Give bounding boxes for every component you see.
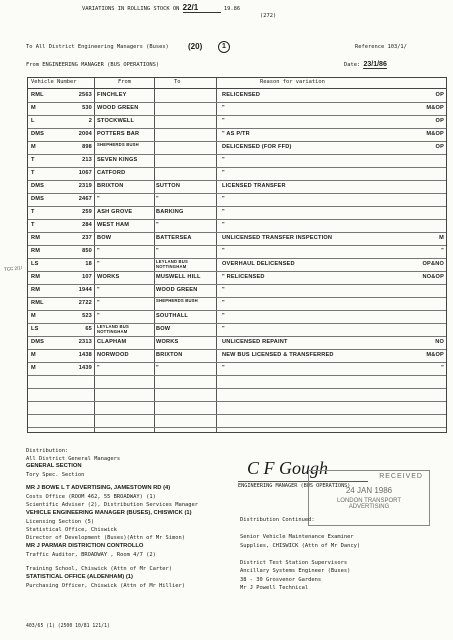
vehicle-number: 850: [82, 248, 92, 254]
vehicle-type: T: [31, 170, 35, 176]
to-depot: WOOD GREEN: [156, 287, 198, 293]
table-row: [28, 128, 446, 142]
reason: ": [222, 248, 225, 254]
vehicle-number: 2722: [78, 300, 92, 306]
vehicle-number: 898: [82, 144, 92, 150]
vehicle-number: 1944: [78, 287, 92, 293]
to-depot: SUTTON: [156, 183, 181, 189]
table-row: [28, 284, 446, 298]
dist-line: All District General Managers: [26, 456, 121, 462]
vehicle-number: 213: [82, 157, 92, 163]
to-depot: MUSWELL HILL: [156, 274, 201, 280]
reason: OVERHAUL DELICENSED: [222, 261, 295, 267]
table-row: [28, 245, 446, 259]
reason: ": [222, 222, 225, 228]
table-row: [28, 323, 446, 337]
vehicle-type: RM: [31, 287, 41, 293]
cont-line: Supplies, CHISWICK (Attn of Mr Dancy): [240, 543, 361, 549]
to-depot: ": [156, 222, 159, 228]
vehicle-type: M: [31, 352, 36, 358]
vehicle-type: RML: [31, 300, 44, 306]
reason: ": [222, 105, 225, 111]
reason: ": [222, 170, 225, 176]
vehicle-type: M: [31, 144, 36, 150]
to-depot: ": [156, 196, 159, 202]
reason: UNLICENSED REPAINT: [222, 339, 288, 345]
table-row: [28, 232, 446, 246]
date-value: 23/1/86: [363, 61, 387, 68]
table-row: [28, 414, 446, 428]
from-depot: SHEPHERDS BUSH: [97, 142, 139, 147]
footer-code: 403/65 (1) (2500 10/81 121/1): [26, 624, 110, 629]
to-depot: LEYLAND BUS NOTTINGHAM: [156, 259, 188, 269]
distribution-code: NO: [435, 339, 444, 345]
vehicle-number: 530: [82, 105, 92, 111]
from-depot: ": [97, 287, 100, 293]
vehicle-number: 18: [85, 261, 92, 267]
dist-line-hand: VEHICLE ENGINEERING MANAGER (BUSES), CHISWICK (1): [26, 510, 192, 516]
dist-line: Traffic Auditor, BROADWAY , Room 4/7 (2): [26, 552, 156, 558]
from-depot: SEVEN KINGS: [97, 157, 138, 163]
vehicle-number: 284: [82, 222, 92, 228]
from-depot: STOCKWELL: [97, 118, 135, 124]
table-row: [28, 206, 446, 220]
dist-line-hand: GENERAL SECTION: [26, 463, 82, 469]
cont-line: District Test Station Supervisors: [240, 560, 348, 566]
dist-line: Scientific Adviser (2), Distribution Services Manager: [26, 502, 199, 508]
dist-line: Training School, Chiswick (Attn of Mr Carter): [26, 566, 173, 572]
dist-line: Director of Development (Buses)(Attn of Mr Simon): [26, 535, 186, 541]
distribution-continued: Distribution Continued:: [240, 517, 315, 523]
form-title: [82, 3, 240, 13]
from-depot: ": [97, 365, 100, 371]
from-depot: CATFORD: [97, 170, 126, 176]
vehicle-type: DMS: [31, 183, 45, 189]
title-sub: (272): [260, 13, 277, 19]
vehicle-number: 1067: [78, 170, 92, 176]
table-row: [28, 167, 446, 181]
vehicle-number: 523: [82, 313, 92, 319]
table-row: [28, 336, 446, 350]
cont-line: 38 - 30 Grosvenor Gardens: [240, 577, 322, 583]
vehicle-type: T: [31, 209, 35, 215]
from-depot: ": [97, 313, 100, 319]
cont-line: Senior Vehicle Maintenance Examiner: [240, 534, 354, 540]
vehicle-number: 2319: [78, 183, 92, 189]
vehicle-type: RM: [31, 274, 41, 280]
dist-line-hand: MR J PARMAR DISTRICTION CONTROLLO: [26, 543, 144, 549]
reason: ": [222, 287, 225, 293]
vehicle-number: 2563: [78, 92, 92, 98]
vehicle-type: M: [31, 365, 36, 371]
table-row: [28, 297, 446, 311]
vehicle-number: 237: [82, 235, 92, 241]
signature: C F Gough: [247, 458, 328, 478]
title-prefix: VARIATIONS IN ROLLING STOCK ON: [82, 6, 180, 12]
from-depot: ": [97, 248, 100, 254]
vehicle-type: T: [31, 157, 35, 163]
signoff-title: ENGINEERING MANAGER (BUS OPERATIONS): [238, 483, 351, 489]
vehicle-number: 2: [88, 118, 92, 124]
from-depot: POTTERS BAR: [97, 131, 140, 137]
vehicle-type: M: [31, 105, 36, 111]
table-row: [28, 271, 446, 285]
table-row: [28, 349, 446, 363]
from-depot: ": [97, 300, 100, 306]
reason: UNLICENSED TRANSFER INSPECTION: [222, 235, 333, 241]
from-depot: WEST HAM: [97, 222, 130, 228]
to-label: To All District Engineering Managers (Buses): [26, 44, 169, 50]
vehicle-type: DMS: [31, 196, 45, 202]
reason: ": [222, 313, 225, 319]
title-year: 19.86: [223, 6, 241, 12]
reason: ": [222, 365, 225, 371]
to-number: (20): [188, 42, 203, 51]
dist-line: Licensing Section (5): [26, 519, 95, 525]
to-depot: BARKING: [156, 209, 184, 215]
reference-label: Reference 103/1/: [355, 44, 407, 50]
from-depot: BRIXTON: [97, 183, 124, 189]
vehicle-number: 1438: [78, 352, 92, 358]
distribution-code: M: [439, 235, 444, 241]
table-row: [28, 154, 446, 168]
table-row: [28, 193, 446, 207]
table-row: [28, 115, 446, 129]
dist-line: Costs Office (ROOM 462, 55 BROADWAY) (1): [26, 494, 156, 500]
reason: DELICENSED (FOR FFD): [222, 144, 292, 150]
col-vehicle-number: Vehicle Number: [31, 79, 77, 85]
vehicle-type: RM: [31, 248, 41, 254]
reason: ": [222, 326, 225, 332]
stamp-line: RECEIVED: [379, 473, 423, 480]
from-depot: CLAPHAM: [97, 339, 127, 345]
table-row: [28, 388, 446, 402]
vehicle-type: T: [31, 222, 35, 228]
from-depot: ": [97, 196, 100, 202]
vehicle-number: 65: [85, 326, 92, 332]
vehicle-type: RML: [31, 92, 44, 98]
dist-line-hand: STATISTICAL OFFICE (ALDENHAM) (1): [26, 574, 133, 580]
to-depot: BRIXTON: [156, 352, 183, 358]
table-row: [28, 219, 446, 233]
distribution-heading: Distribution:: [26, 448, 69, 454]
vehicle-number: 2004: [78, 131, 92, 137]
from-depot: BOW: [97, 235, 112, 241]
from-depot: ": [97, 261, 100, 267]
date-field: [344, 61, 387, 68]
col-to: To: [174, 79, 181, 85]
vehicle-number: 2467: [78, 196, 92, 202]
table-row: [28, 310, 446, 324]
col-from: From: [118, 79, 131, 85]
distribution-code: M&OP: [426, 352, 444, 358]
vehicle-number: 107: [82, 274, 92, 280]
date-label: Date:: [344, 62, 361, 68]
to-depot: WORKS: [156, 339, 179, 345]
table-header: [28, 78, 446, 89]
reason: ": [222, 209, 225, 215]
table-row: [28, 180, 446, 194]
reason: RELICENSED: [222, 92, 261, 98]
distribution-code: M&OP: [426, 131, 444, 137]
from-depot: LEYLAND BUS NOTTINGHAM: [97, 324, 129, 334]
reason: NEW BUS LICENSED & TRANSFERRED: [222, 352, 334, 358]
vehicle-number: 259: [82, 209, 92, 215]
cont-line: Mr J Powell Technical: [240, 585, 309, 591]
to-depot: SHEPHERDS BUSH: [156, 298, 198, 303]
vehicle-type: RM: [31, 235, 41, 241]
from-depot: WORKS: [97, 274, 120, 280]
distribution-code: M&OP: [426, 105, 444, 111]
to-depot: BATTERSEA: [156, 235, 192, 241]
received-stamp: [308, 470, 430, 526]
to-line: [26, 44, 169, 50]
to-depot: ": [156, 365, 159, 371]
table-row: [28, 401, 446, 415]
from-label: From ENGINEERING MANAGER (BUS OPERATIONS): [26, 62, 160, 68]
distribution-code: ": [441, 248, 444, 254]
from-depot: WOOD GREEN: [97, 105, 139, 111]
distribution-code: ": [441, 365, 444, 371]
vehicle-type: M: [31, 313, 36, 319]
to-circle: 1: [218, 41, 230, 53]
vehicle-type: DMS: [31, 131, 45, 137]
to-depot: BOW: [156, 326, 171, 332]
distribution-code: OP&NO: [422, 261, 444, 267]
vehicle-type: LS: [31, 261, 39, 267]
stamp-date: 24 JAN 1986: [345, 486, 393, 495]
dist-line-hand: MR J BOWE L T ADVERTISING, JAMESTOWN RD (4): [26, 485, 171, 491]
title-date: 22/1: [183, 3, 221, 13]
reason: ": [222, 196, 225, 202]
reason: ": [222, 300, 225, 306]
from-depot: NORWOOD: [97, 352, 129, 358]
dist-line: Statistical Office, Chiswick: [26, 527, 117, 533]
vehicle-type: L: [31, 118, 35, 124]
stamp-line: ADVERTISING: [348, 504, 390, 510]
table-row: [28, 362, 446, 376]
table-row: [28, 258, 446, 272]
stamp-line: LONDON TRANSPORT: [336, 498, 402, 504]
vehicle-type: DMS: [31, 339, 45, 345]
vehicle-number: 2313: [78, 339, 92, 345]
distribution-code: OP: [435, 144, 444, 150]
vehicle-number: 1439: [78, 365, 92, 371]
variations-table: [27, 77, 447, 433]
reason: " AS P/TR: [222, 131, 250, 137]
dist-line: Purchasing Officer, Chiswick (Attn of Mr Hillier): [26, 583, 186, 589]
distribution-code: OP: [435, 118, 444, 124]
cont-line: Ancillary Systems Engineer (Buses): [240, 568, 351, 574]
reason: ": [222, 157, 225, 163]
reason: LICENSED TRANSFER: [222, 183, 286, 189]
dist-line: Tory Spec. Section: [26, 472, 85, 478]
reason: ": [222, 118, 225, 124]
vehicle-type: LS: [31, 326, 39, 332]
margin-note: TCC 2/1/: [3, 265, 23, 272]
table-row: [28, 102, 446, 116]
table-row: [28, 89, 446, 103]
to-depot: ": [156, 248, 159, 254]
distribution-code: OP: [435, 92, 444, 98]
table-row: [28, 141, 446, 155]
to-depot: SOUTHALL: [156, 313, 189, 319]
table-row: [28, 375, 446, 389]
reason: " RELICENSED: [222, 274, 265, 280]
distribution-code: NO&OP: [422, 274, 444, 280]
from-depot: FINCHLEY: [97, 92, 127, 98]
col-reason: Reason for variation: [260, 79, 325, 85]
from-depot: ASH GROVE: [97, 209, 133, 215]
